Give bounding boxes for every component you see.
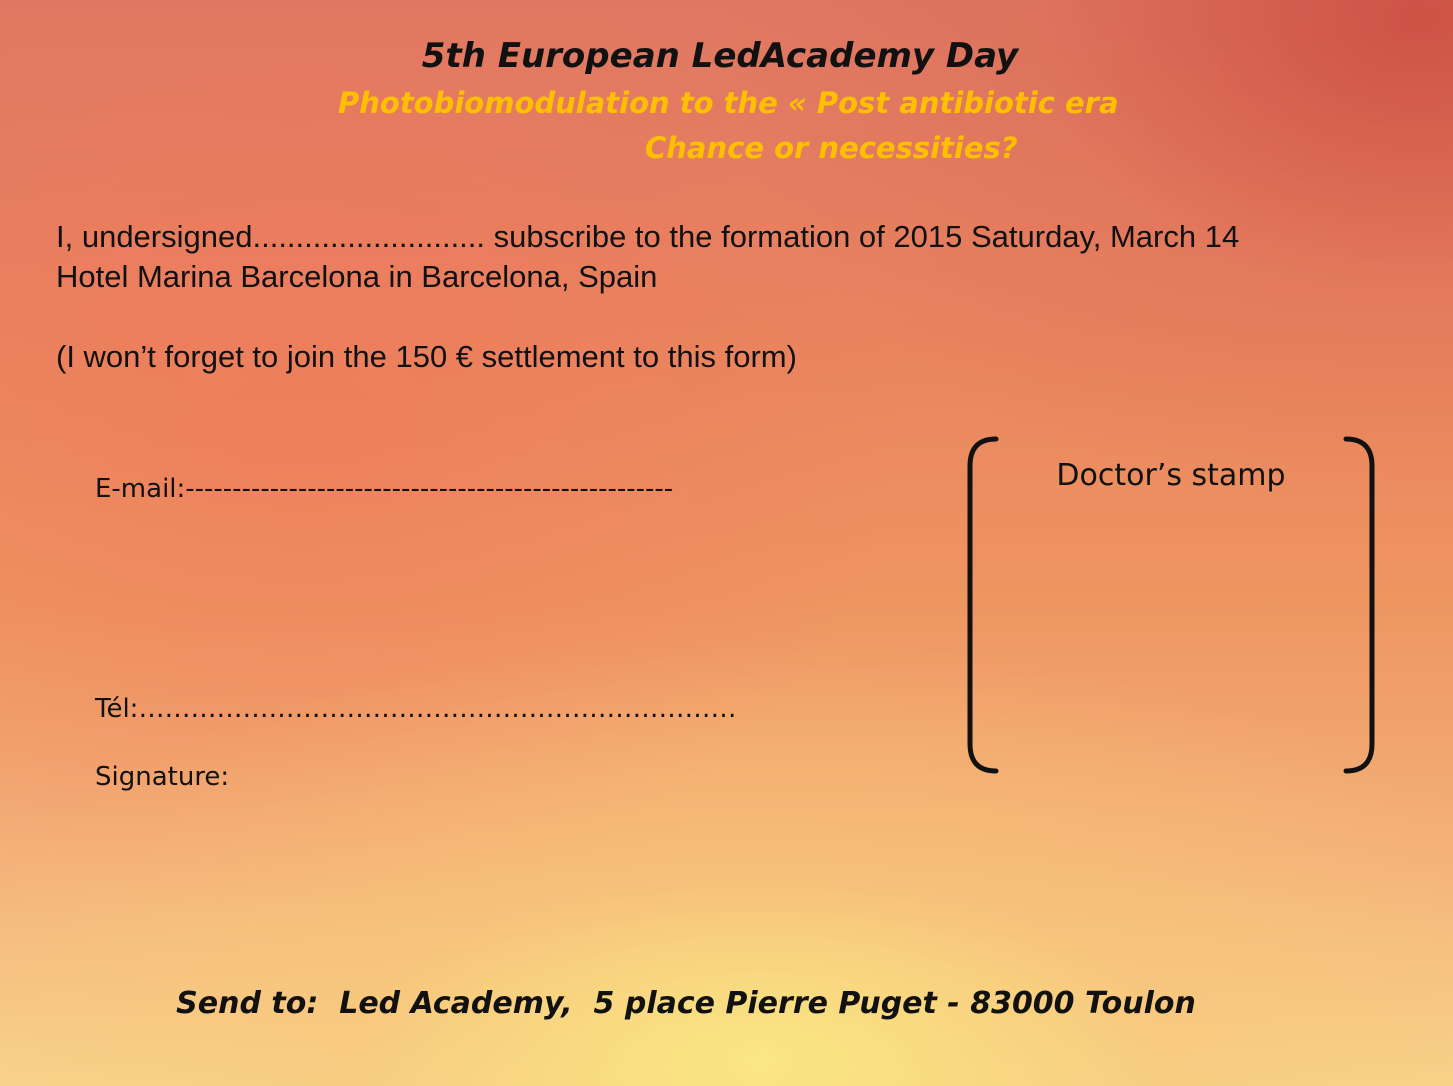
email-field: E-mail:----------------------------------------------------: [95, 474, 674, 504]
subtitle-line-2: Chance or necessities?: [645, 131, 1018, 165]
venue-line: Hotel Marina Barcelona in Barcelona, Spain: [56, 259, 658, 294]
subtitle-line-1: Photobiomodulation to the « Post antibiotic era: [338, 86, 1119, 120]
payment-note: (I won’t forget to join the 150 € settlement to this form): [56, 339, 797, 374]
subscription-line: I, undersigned........................... subscribe to the formation of 2015 Saturday, March 14: [56, 219, 1240, 254]
doctor-stamp-area: [966, 436, 1376, 774]
signature-field: Signature:: [95, 762, 230, 792]
phone-field: Tél:……………………………………………………………: [95, 694, 737, 724]
send-to-address: Send to: Led Academy, 5 place Pierre Puget - 83000 Toulon: [176, 986, 1196, 1021]
page-title: 5th European LedAcademy Day: [421, 36, 1019, 76]
stamp-label: Doctor’s stamp: [1056, 458, 1286, 493]
